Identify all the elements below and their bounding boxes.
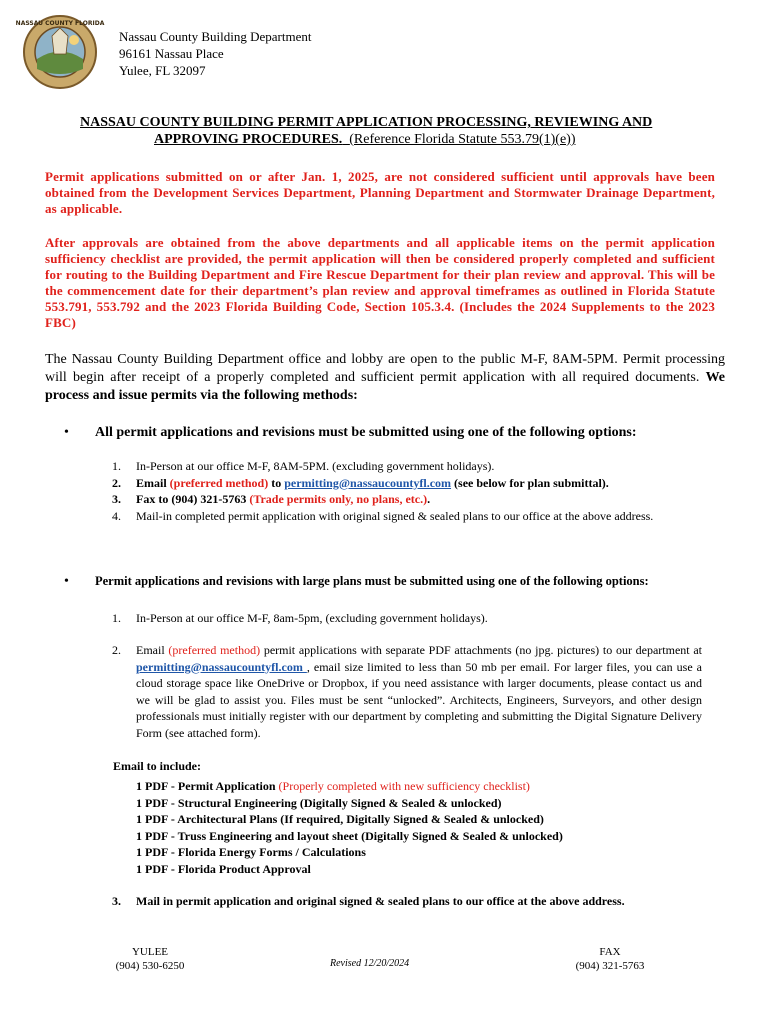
address-line: Yulee, FL 32097 bbox=[119, 63, 206, 78]
pdf-item: 1 PDF - Architectural Plans (If required, Digitally Signed & Sealed & unlocked) bbox=[136, 812, 544, 826]
pdf-item: 1 PDF - Florida Product Approval bbox=[136, 861, 311, 876]
list-item bbox=[112, 491, 702, 508]
pdf-item bbox=[136, 778, 563, 795]
plan-submittal-note: (see below for plan submittal). bbox=[454, 475, 609, 490]
pdf-permit-note: (Properly completed with new sufficiency checklist) bbox=[278, 779, 530, 793]
list-number: 3. bbox=[112, 492, 121, 506]
email-instructions: , email size limited to less than 50 mb per email. For larger files, you can use a cloud storage space like OneDrive or Dropbox, if you need assistance with larger documents, please contact us and we will be glad to assist you. Files must be sent “unlocked”. Architects, Engineers, Surveyors, and other design professionals must initially register with our department by completing and submitting the Digital Signature Delivery Form (see attached form). bbox=[136, 659, 702, 740]
intro-paragraph bbox=[45, 351, 725, 405]
list-item-text: Mail in permit application and original signed & sealed plans to our office at the above address. bbox=[136, 894, 625, 908]
footer-fax bbox=[565, 945, 655, 973]
bullet-icon: • bbox=[64, 574, 69, 589]
pdf-item: 1 PDF - Structural Engineering (Digitally Signed & Sealed & unlocked) bbox=[136, 795, 502, 810]
section1-heading: All permit applications and revisions must be submitted using one of the following options: bbox=[95, 425, 637, 440]
document-title bbox=[80, 114, 720, 148]
pdf-item: 1 PDF - Truss Engineering and layout sheet (Digitally Signed & Sealed & unlocked) bbox=[136, 828, 563, 843]
fax-text: Fax to (904) 321-5763 bbox=[136, 492, 247, 506]
list-number: 2. bbox=[112, 475, 121, 490]
list-number: 1. bbox=[112, 459, 121, 473]
list-number: 4. bbox=[112, 508, 121, 523]
department-address bbox=[119, 28, 311, 79]
list-item-text: In-Person at our office M-F, 8am-5pm, (excluding government holidays). bbox=[136, 611, 488, 625]
list-number: 2. bbox=[112, 643, 121, 657]
pdf-list bbox=[136, 778, 563, 877]
list-item-text: Mail-in completed permit application with original signed & sealed plans to our office at the above address. bbox=[136, 508, 654, 523]
footer-right-phone: (904) 321-5763 bbox=[575, 960, 645, 972]
bullet-icon: • bbox=[64, 425, 69, 440]
address-line: Nassau County Building Department bbox=[119, 29, 312, 44]
intro-bold-text: We process and issue permits via the following methods: bbox=[45, 370, 726, 403]
footer-left-label: YULEE bbox=[131, 946, 169, 958]
county-seal-logo bbox=[15, 14, 105, 90]
section1-list bbox=[112, 458, 702, 524]
trade-permits-note: (Trade permits only, no plans, etc.) bbox=[249, 492, 428, 506]
list-item bbox=[112, 458, 702, 475]
preferred-method-note: (preferred method) bbox=[168, 643, 261, 657]
notice-sufficiency: Permit applications submitted on or after Jan. 1, 2025, are not considered sufficient until approvals have been obtained from the Development Services Department, Planning Department and Stormwater Drainage Department, as applicable. bbox=[45, 169, 715, 216]
intro-text: The Nassau County Building Department office and lobby are open to the public M-F, 8AM-5PM. Permit processing will begin after receipt of a properly completed and sufficient permit application with all required documents. bbox=[45, 352, 725, 385]
seal-text: NASSAU COUNTY FLORIDA bbox=[15, 20, 105, 27]
title-reference: (Reference Florida Statute 553.79(1)(e)) bbox=[349, 132, 576, 147]
footer-right-label: FAX bbox=[599, 946, 621, 958]
list-item bbox=[112, 610, 702, 627]
list-item-text: In-Person at our office M-F, 8AM-5PM. (excluding government holidays). bbox=[136, 459, 495, 473]
pdf-permit-application: 1 PDF - Permit Application bbox=[136, 779, 276, 793]
mail-in-item bbox=[112, 893, 672, 910]
footer-left-phone: (904) 530-6250 bbox=[115, 960, 185, 972]
title-line1: NASSAU COUNTY BUILDING PERMIT APPLICATION PROCESSING, REVIEWING AND bbox=[80, 115, 653, 130]
list-item bbox=[112, 642, 702, 741]
email-include-heading: Email to include: bbox=[113, 759, 202, 773]
notice-approvals: After approvals are obtained from the above departments and all applicable items on the permit application sufficiency checklist are provided, the permit application will then be considered properly completed and sufficient for routing to the Building Department and Fire Rescue Department for their plan review and approval. This will be the commencement date for their department’s plan review and approval timeframes as outlined in Florida Statute 553.791, 553.792 and the 2023 Florida Building Code, Section 105.3.4. (Includes the 2024 Supplements to the 2023 FBC) bbox=[45, 235, 715, 330]
period: . bbox=[427, 492, 431, 506]
pdf-item: 1 PDF - Florida Energy Forms / Calculations bbox=[136, 845, 366, 859]
revised-date: Revised 12/20/2024 bbox=[330, 958, 410, 969]
connector-text: to bbox=[271, 475, 282, 490]
email-label: Email bbox=[136, 643, 165, 657]
attachment-instructions: permit applications with separate PDF attachments (no jpg. pictures) to our department at bbox=[263, 643, 703, 657]
title-line2: APPROVING PROCEDURES. bbox=[154, 132, 343, 147]
permitting-email-link[interactable]: permitting@nassaucountyfl.com bbox=[136, 659, 307, 674]
permitting-email-link[interactable]: permitting@nassaucountyfl.com bbox=[284, 475, 452, 490]
list-item bbox=[112, 475, 702, 492]
section2-heading: Permit applications and revisions with large plans must be submitted using one of the following options: bbox=[95, 574, 649, 588]
section2-list bbox=[112, 610, 702, 627]
preferred-method-note: (preferred method) bbox=[169, 475, 269, 490]
list-number: 3. bbox=[112, 894, 121, 908]
address-line: 96161 Nassau Place bbox=[119, 46, 224, 61]
email-label: Email bbox=[136, 475, 167, 490]
footer-yulee bbox=[110, 945, 190, 973]
section2-list-item2 bbox=[112, 642, 702, 741]
list-item bbox=[112, 508, 702, 525]
list-number: 1. bbox=[112, 611, 121, 625]
